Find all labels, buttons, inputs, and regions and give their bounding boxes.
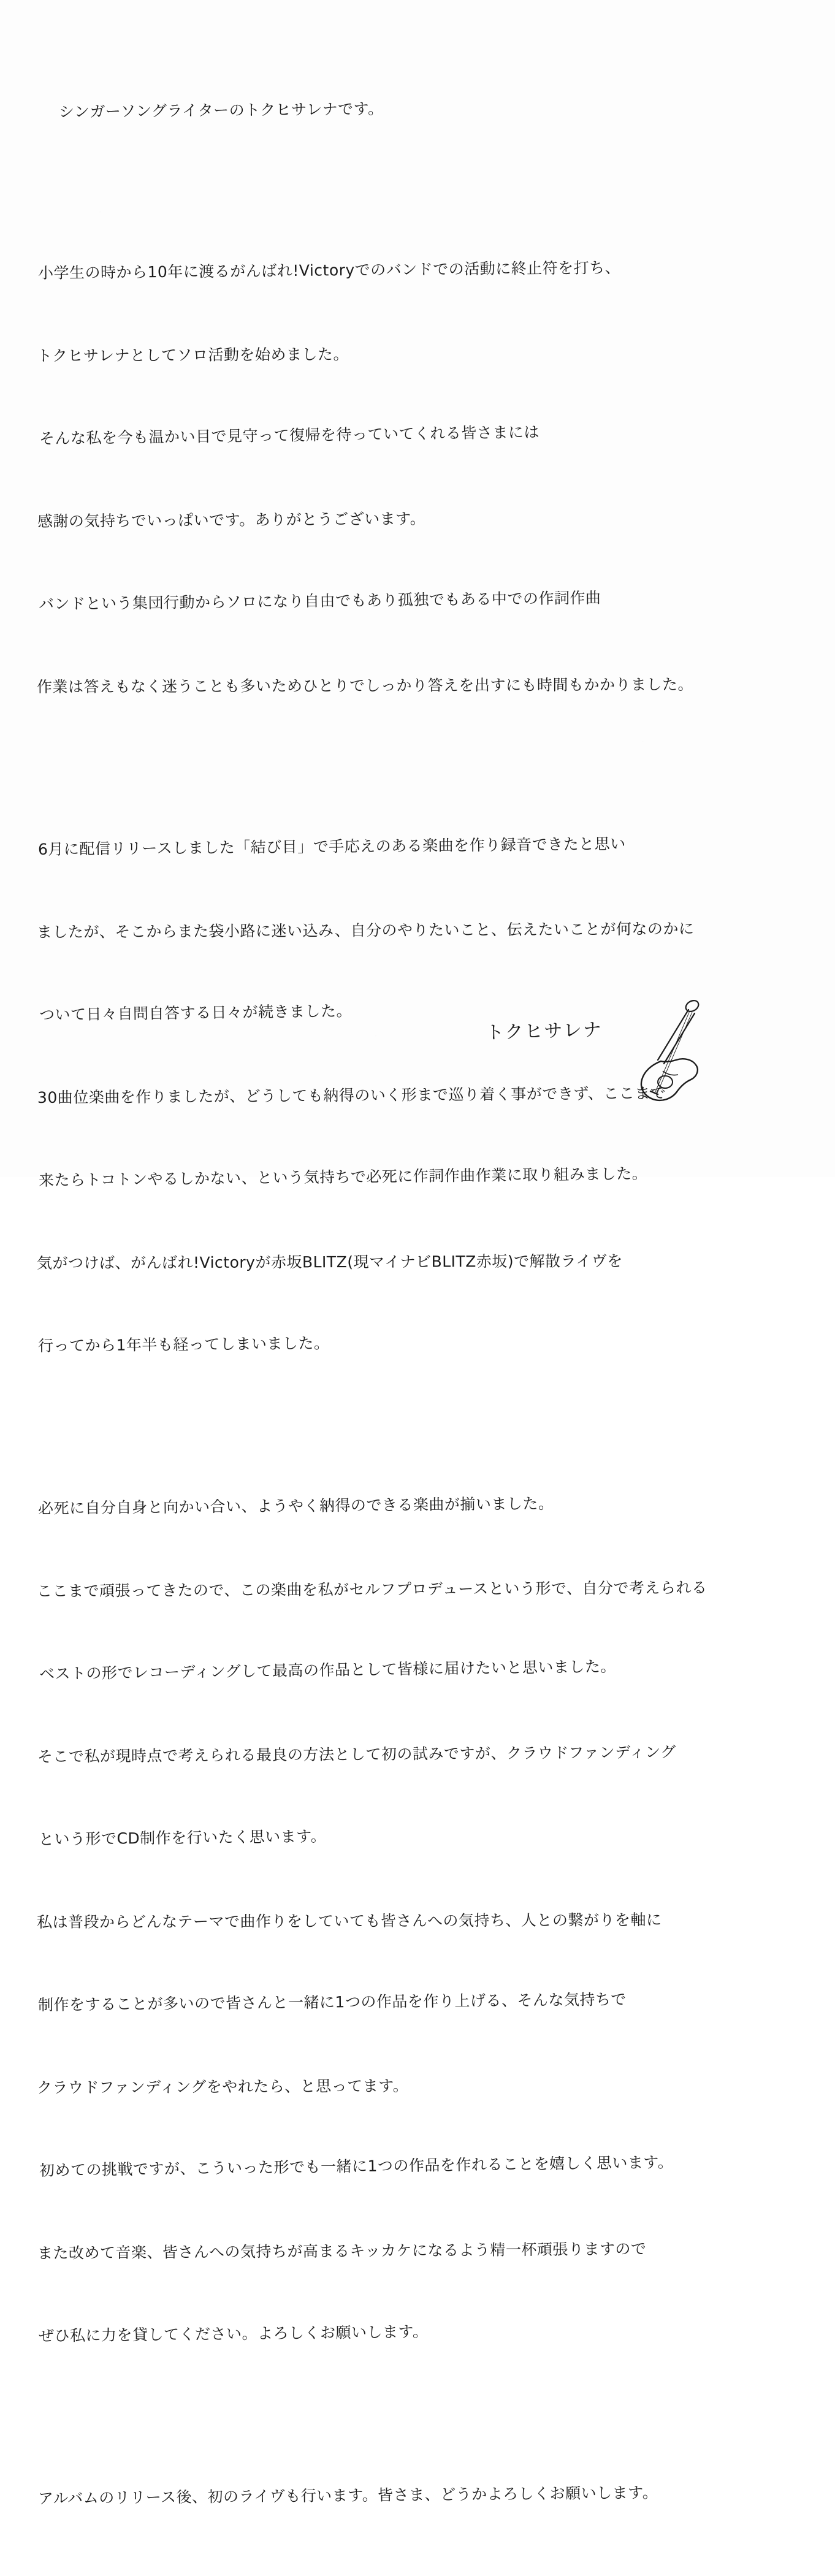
paragraph-spacer — [37, 1423, 803, 1439]
letter-line: アルバムのリリース後、初のライヴも行います。皆さま、どうかよろしくお願いします。 — [37, 2483, 658, 2507]
paragraph-spacer — [37, 2414, 803, 2429]
letter-line: そんな私を今も温かい目で見守って復帰を待っていてくれる皆さまには — [39, 423, 540, 448]
letter-line: 初めての挑戦ですが、こういった形でも一緒に1つの作品を作れることを嬉しく思います。 — [39, 2153, 674, 2179]
paragraph-closing — [37, 2429, 803, 2567]
letter-line: 作業は答えもなく迷うことも多いためひとりでしっかり答えを出すにも時間もかかりました。 — [36, 675, 694, 696]
letter-line: 6月に配信リリースしました「結び目」で手応えのある楽曲を作り録音できたと思い — [37, 834, 626, 858]
letter-line: という形でCD制作を行いたく思います。 — [38, 1827, 327, 1848]
letter-line: ついて日々自問自答する日々が続きました。 — [39, 1002, 353, 1024]
paragraph-spacer — [37, 764, 803, 780]
letter-line: 来たらトコトンやるしかない、という気持ちで必死に作詞作曲作業に取り組みました。 — [38, 1164, 648, 1189]
greeting-text: シンガーソングライターのトクヒサレナです。 — [58, 99, 384, 121]
letter-body — [37, 43, 803, 2576]
letter-line: バンドという集団行動からソロになり自由でもあり孤独でもある中での作詞作曲 — [38, 589, 601, 613]
letter-line: 必死に自分自身と向かい合い、ようやく納得のできる楽曲が揃いました。 — [37, 1494, 554, 1517]
letter-line: 行ってから1年半も経ってしまいました。 — [37, 1334, 330, 1355]
signature-name: トクヒサレナ — [485, 1019, 603, 1044]
letter-line: ベストの形でレコーディングして最高の作品として皆様に届けたいと思いました。 — [39, 1657, 617, 1683]
letter-line: トクヒサレナとしてソロ活動を始めました。 — [36, 345, 349, 365]
letter-line: また改めて音楽、皆さんへの気持ちが高まるキッカケになるよう精一杯頑張りますので — [37, 2239, 647, 2262]
letter-line: 私は普段からどんなテーマで曲作りをしていても皆さんへの気持ち、人との繋がりを軸に — [36, 1911, 662, 1931]
letter-line: ぜひ私に力を貸してください。よろしくお願いします。 — [38, 2322, 429, 2345]
paragraph-intro — [37, 204, 803, 756]
letter-line: 制作をすることが多いので皆さんと一緒に1つの作品を作り上げる、そんな気持ちで — [37, 1990, 627, 2014]
letter-line: そこで私が現時点で考えられる最良の方法として初の試みですが、クラウドファンディング — [37, 1743, 676, 1766]
greeting-line — [58, 43, 803, 181]
letter-line: 小学生の時から10年に渡るがんばれ!Victoryでのバンドでの活動に終止符を打ち、 — [37, 258, 621, 282]
paragraph-crowdfunding — [37, 1439, 803, 2405]
guitar-doodle-icon — [599, 996, 715, 1110]
letter-line: 感謝の気持ちでいっぱいです。ありがとうございます。 — [37, 509, 426, 530]
letter-line: クラウドファンディングをやれたら、と思ってます。 — [36, 2076, 409, 2097]
letter-line: 気がつけば、がんばれ!Victoryが赤坂BLITZ(現マイナビBLITZ赤坂)で解散ライヴを — [36, 1252, 623, 1272]
letter-line: ましたが、そこからまた袋小路に迷い込み、自分のやりたいこと、伝えたいことが何なのかに — [36, 920, 695, 941]
signature-block — [467, 1002, 725, 1119]
letter-line: 30曲位楽曲を作りましたが、どうしても納得のいく形まで巡り着く事ができず、ここまで — [37, 1084, 666, 1107]
letter-line: ここまで頑張ってきたので、この楽曲を私がセルフプロデュースという形で、自分で考えられる — [36, 1579, 707, 1600]
